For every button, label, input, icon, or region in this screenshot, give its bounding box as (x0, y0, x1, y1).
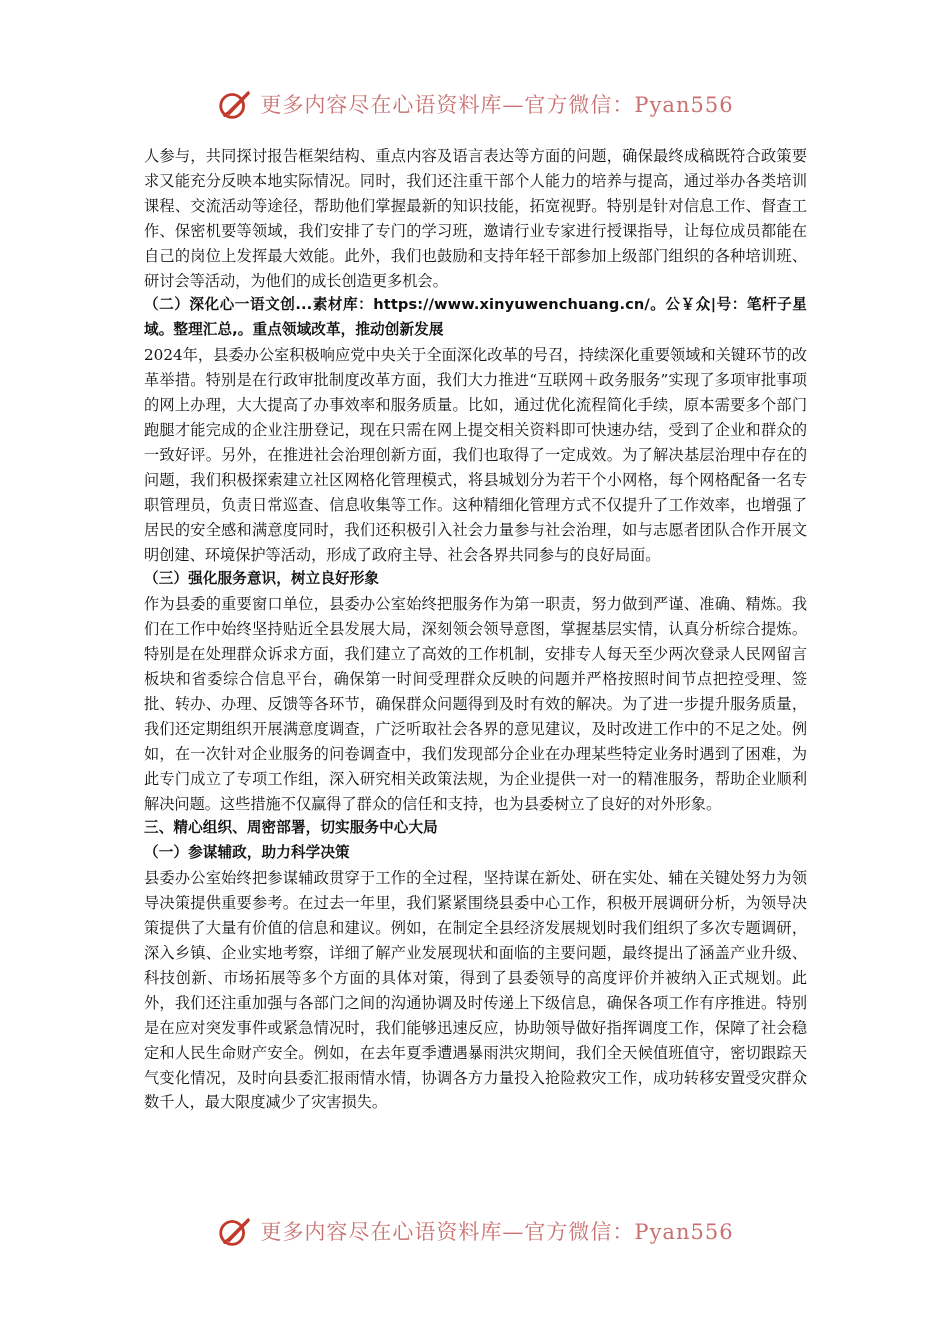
body-paragraph: 2024年，县委办公室积极响应党中央关于全面深化改革的号召，持续深化重要领域和关键环节的改革举措。特别是在行政审批制度改革方面，我们大力推进“互联网＋政务服务”实现了多项审批事项的网上办理，大大提高了办事效率和服务质量。比如，通过优化流程简化手续，原本需要多个部门跑腿才能完成的企业注册登记，现在只需在网上提交相关资料即可快速办结，受到了企业和群众的一致好评。另外，在推进社会治理创新方面，我们也取得了一定成效。为了解决基层治理中存在的问题，我们积极探索建立社区网格化管理模式，将县城划分为若干个小网格，每个网格配备一名专职管理员，负责日常巡查、信息收集等工作。这种精细化管理方式不仅提升了工作效率，也增强了居民的安全感和满意度同时，我们还积极引入社会力量参与社会治理，如与志愿者团队合作开展文明创建、环境保护等活动，形成了政府主导、社会各界共同参与的良好局面。 (144, 346, 807, 564)
body-paragraph: 作为县委的重要窗口单位，县委办公室始终把服务作为第一职责，努力做到严谨、准确、精炼。我们在工作中始终坚持贴近全县发展大局，深刻领会领导意图，掌握基层实情，认真分析综合提炼。特别是在处理群众诉求方面，我们建立了高效的工作机制，安排专人每天至少两次登录人民网留言板块和省委综合信息平台，确保第一时间受理群众反映的问题并严格按照时间节点把控受理、签批、转办、办理、反馈等各环节，确保群众问题得到及时有效的解决。为了进一步提升服务质量，我们还定期组织开展满意度调查，广泛听取社会各界的意见建议，及时改进工作中的不足之处。例如，在一次针对企业服务的问卷调查中，我们发现部分企业在办理某些特定业务时遇到了困难，为此专门成立了专项工作组，深入研究相关政策法规，为企业提供一对一的精准服务，帮助企业顺利解决问题。这些措施不仅赢得了群众的信任和支持，也为县委树立了良好的对外形象。 (144, 595, 807, 813)
footer-banner (0, 1209, 950, 1253)
document-body (144, 144, 807, 1115)
section-heading: （三）强化服务意识，树立良好形象 (144, 570, 380, 588)
quill-pen-logo-icon (216, 1212, 254, 1250)
banner-text: 更多内容尽在心语资料库—官方微信：Pyan556 (260, 93, 734, 117)
banner-text: 更多内容尽在心语资料库—官方微信：Pyan556 (260, 1220, 734, 1244)
body-paragraph: 县委办公室始终把参谋辅政贯穿于工作的全过程，坚持谋在新处、研在实处、辅在关键处努力为领导决策提供重要参考。在过去一年里，我们紧紧围绕县委中心工作，积极开展调研分析，为领导决策提供了大量有价值的信息和建议。例如，在制定全县经济发展规划时我们组织了多次专题调研，深入乡镇、企业实地考察，详细了解产业发展现状和面临的主要问题，最终提出了涵盖产业升级、科技创新、市场拓展等多个方面的具体对策，得到了县委领导的高度评价并被纳入正式规划。此外，我们还注重加强与各部门之间的沟通协调及时传递上下级信息，确保各项工作有序推进。特别是在应对突发事件或紧急情况时，我们能够迅速反应，协助领导做好指挥调度工作，保障了社会稳定和人民生命财产安全。例如，在去年夏季遭遇暴雨洪灾期间，我们全天候值班值守，密切跟踪天气变化情况，及时向县委汇报雨情水情，协调各方力量投入抢险救灾工作，成功转移安置受灾群众数千人，最大限度减少了灾害损失。 (144, 869, 807, 1112)
section-heading: （二）深化心一语文创...素材库：https://www.xinyuwenchuang.cn/。公￥众|号：笔杆子星域。整理汇总,。重点领域改革，推动创新发展 (144, 296, 807, 339)
header-banner (0, 82, 950, 126)
section-heading: 三、精心组织、周密部署，切实服务中心大局 (144, 819, 438, 837)
section-heading: （一）参谋辅政，助力科学决策 (144, 844, 350, 862)
body-paragraph: 人参与，共同探讨报告框架结构、重点内容及语言表达等方面的问题，确保最终成稿既符合政策要求又能充分反映本地实际情况。同时，我们还注重干部个人能力的培养与提高，通过举办各类培训课程、交流活动等途径，帮助他们掌握最新的知识技能，拓宽视野。特别是针对信息工作、督查工作、保密机要等领域，我们安排了专门的学习班，邀请行业专家进行授课指导，让每位成员都能在自己的岗位上发挥最大效能。此外，我们也鼓励和支持年轻干部参加上级部门组织的各种培训班、研讨会等活动，为他们的成长创造更多机会。 (144, 147, 807, 290)
quill-pen-logo-icon (216, 85, 254, 123)
